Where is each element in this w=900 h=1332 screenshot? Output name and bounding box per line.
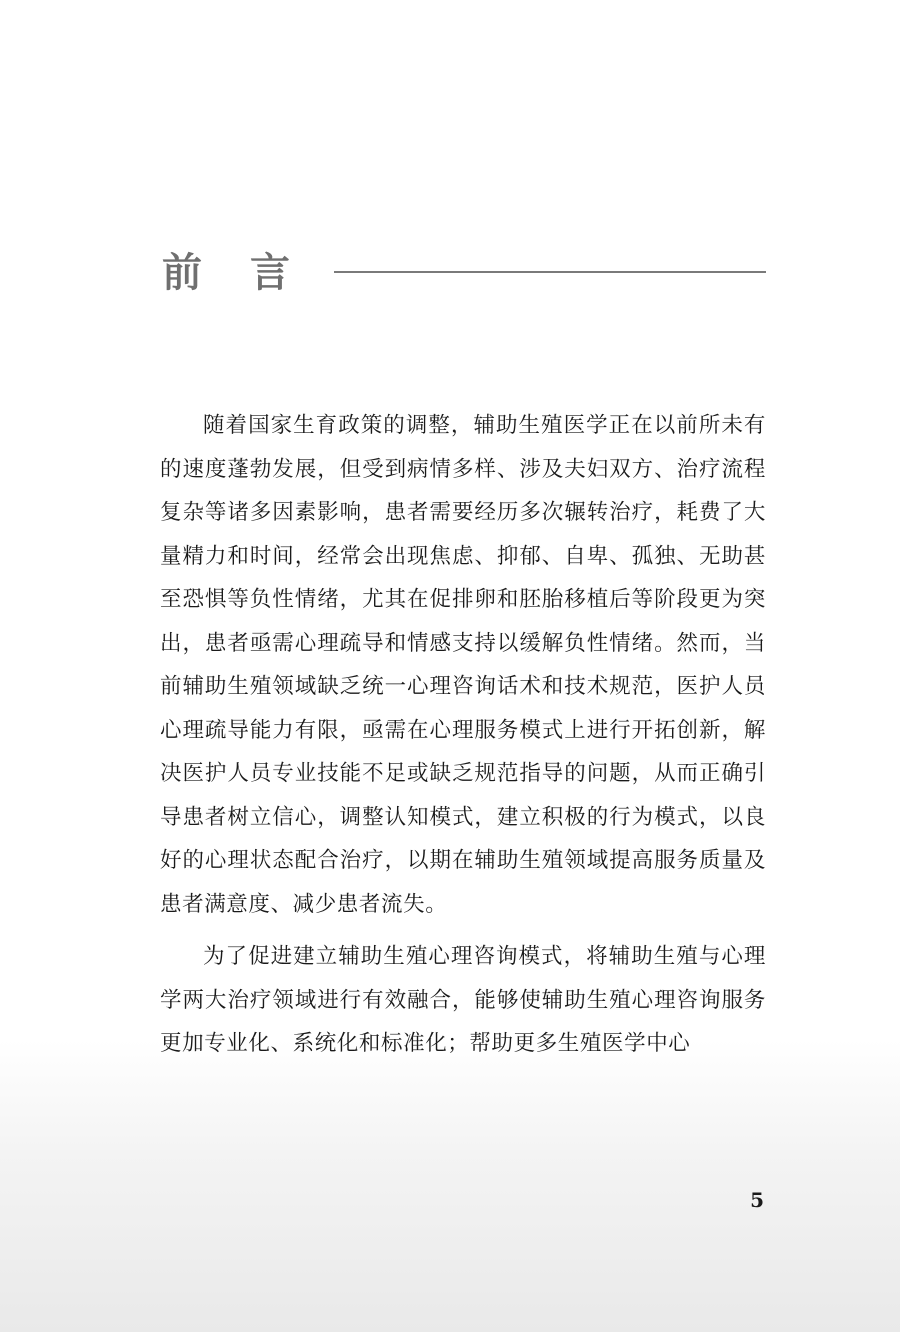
paragraph-2: 为了促进建立辅助生殖心理咨询模式，将辅助生殖与心理学两大治疗领域进行有效融合，能够使辅助生殖心理咨询服务更加专业化、系统化和标准化；帮助更多生殖医学中心 — [160, 944, 766, 1056]
paragraph-1: 随着国家生育政策的调整，辅助生殖医学正在以前所未有的速度蓬勃发展，但受到病情多样、涉及夫妇双方、治疗流程复杂等诸多因素影响，患者需要经历多次辗转治疗，耗费了大量精力和时间，经常会出现焦虑、抑郁、自卑、孤独、无助甚至恐惧等负性情绪，尤其在促排卵和胚胎移植后等阶段更为突出，患者亟需心理疏导和情感支持以缓解负性情绪。然而，当前辅助生殖领域缺乏统一心理咨询话术和技术规范，医护人员心理疏导能力有限，亟需在心理服务模式上进行开拓创新，解决医护人员专业技能不足或缺乏规范指导的问题，从而正确引导患者树立信心，调整认知模式，建立积极的行为模式，以良好的心理状态配合治疗，以期在辅助生殖领域提高服务质量及患者满意度、减少患者流失。 — [160, 413, 766, 917]
body-text — [160, 404, 766, 1066]
chapter-heading — [162, 244, 766, 304]
chapter-title: 前言 — [162, 249, 338, 296]
page-number: 5 — [750, 1188, 764, 1212]
heading-divider-line — [334, 271, 766, 273]
